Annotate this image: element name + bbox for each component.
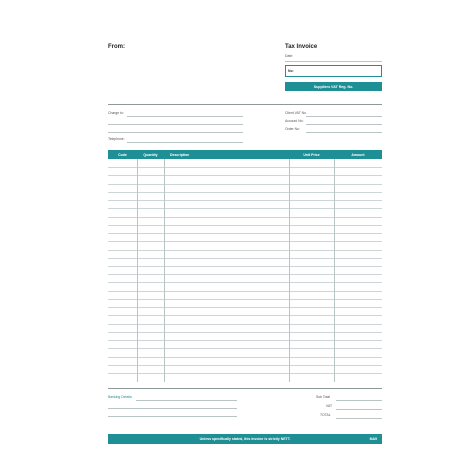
invoice-title: Tax Invoice (285, 44, 318, 50)
column-header-amount: Amount (351, 152, 365, 157)
table-row[interactable] (108, 299, 382, 300)
banking-line-2[interactable] (108, 408, 237, 409)
table-row[interactable] (108, 274, 382, 275)
column-header-code: Code (118, 152, 127, 157)
table-row[interactable] (108, 192, 382, 193)
charge-to-label: Charge to: (108, 111, 124, 115)
client-vat-label: Client VAT No. (285, 111, 307, 115)
column-header-quantity: Quantity (143, 152, 158, 157)
table-row[interactable] (108, 357, 382, 358)
vat-total-line[interactable] (336, 409, 382, 410)
charge-to-line-1[interactable] (127, 116, 243, 117)
banking-line-1[interactable] (136, 400, 237, 401)
grand-total-label: TOTAL (320, 413, 331, 417)
order-line[interactable] (306, 132, 382, 133)
table-row[interactable] (108, 175, 382, 176)
table-header (108, 150, 382, 159)
client-vat-line[interactable] (306, 116, 382, 117)
charge-to-line-2[interactable] (108, 124, 243, 125)
table-row[interactable] (108, 291, 382, 292)
sub-total-label: Sub Total (316, 395, 331, 399)
telephone-label: Telephone: (108, 137, 125, 141)
table-row[interactable] (108, 340, 382, 341)
footer-bar (108, 434, 382, 444)
form-code: MA5 (369, 437, 377, 441)
sub-total-line[interactable] (336, 400, 382, 401)
table-row[interactable] (108, 315, 382, 316)
order-label: Order No: (285, 127, 300, 131)
table-row[interactable] (108, 225, 382, 226)
table-row[interactable] (108, 217, 382, 218)
suppliers-vat-bar (285, 82, 382, 91)
table-row[interactable] (108, 208, 382, 209)
table-row[interactable] (108, 200, 382, 201)
table-row[interactable] (108, 307, 382, 308)
table-row[interactable] (108, 348, 382, 349)
grand-total-line[interactable] (336, 418, 382, 419)
account-line[interactable] (306, 124, 382, 125)
date-label: Date: (285, 54, 294, 58)
table-row[interactable] (108, 258, 382, 259)
telephone-line[interactable] (127, 142, 243, 143)
invoice-number-box[interactable] (285, 65, 382, 77)
date-line[interactable] (285, 61, 382, 62)
table-row[interactable] (108, 365, 382, 366)
table-row[interactable] (108, 282, 382, 283)
table-row[interactable] (108, 332, 382, 333)
column-divider-code (137, 159, 138, 382)
table-row[interactable] (108, 250, 382, 251)
column-divider-quantity (164, 159, 165, 382)
table-row[interactable] (108, 373, 382, 374)
suppliers-vat-label: Suppliers VAT Reg. No. (313, 84, 354, 89)
table-row[interactable] (108, 266, 382, 267)
column-header-unit-price: Unit Price (303, 152, 320, 157)
number-label: No: (288, 69, 294, 73)
footer-note: Unless specifically stated, this invoice is strictly NETT. (199, 437, 291, 441)
table-row[interactable] (108, 324, 382, 325)
vat-total-label: VAT (326, 404, 333, 408)
bottom-divider (108, 388, 382, 389)
items-table (108, 150, 382, 382)
from-label: From: (108, 44, 125, 50)
charge-to-line-3[interactable] (108, 132, 243, 133)
column-header-description: Description (170, 152, 190, 157)
table-row[interactable] (108, 167, 382, 168)
banking-details-label: Banking Details: (108, 395, 133, 399)
account-label: Account No: (285, 119, 304, 123)
banking-line-3[interactable] (108, 416, 237, 417)
table-row[interactable] (108, 241, 382, 242)
header-divider (108, 104, 382, 105)
column-divider-unit-price (334, 159, 335, 382)
table-row[interactable] (108, 233, 382, 234)
column-divider-description (289, 159, 290, 382)
table-row[interactable] (108, 184, 382, 185)
